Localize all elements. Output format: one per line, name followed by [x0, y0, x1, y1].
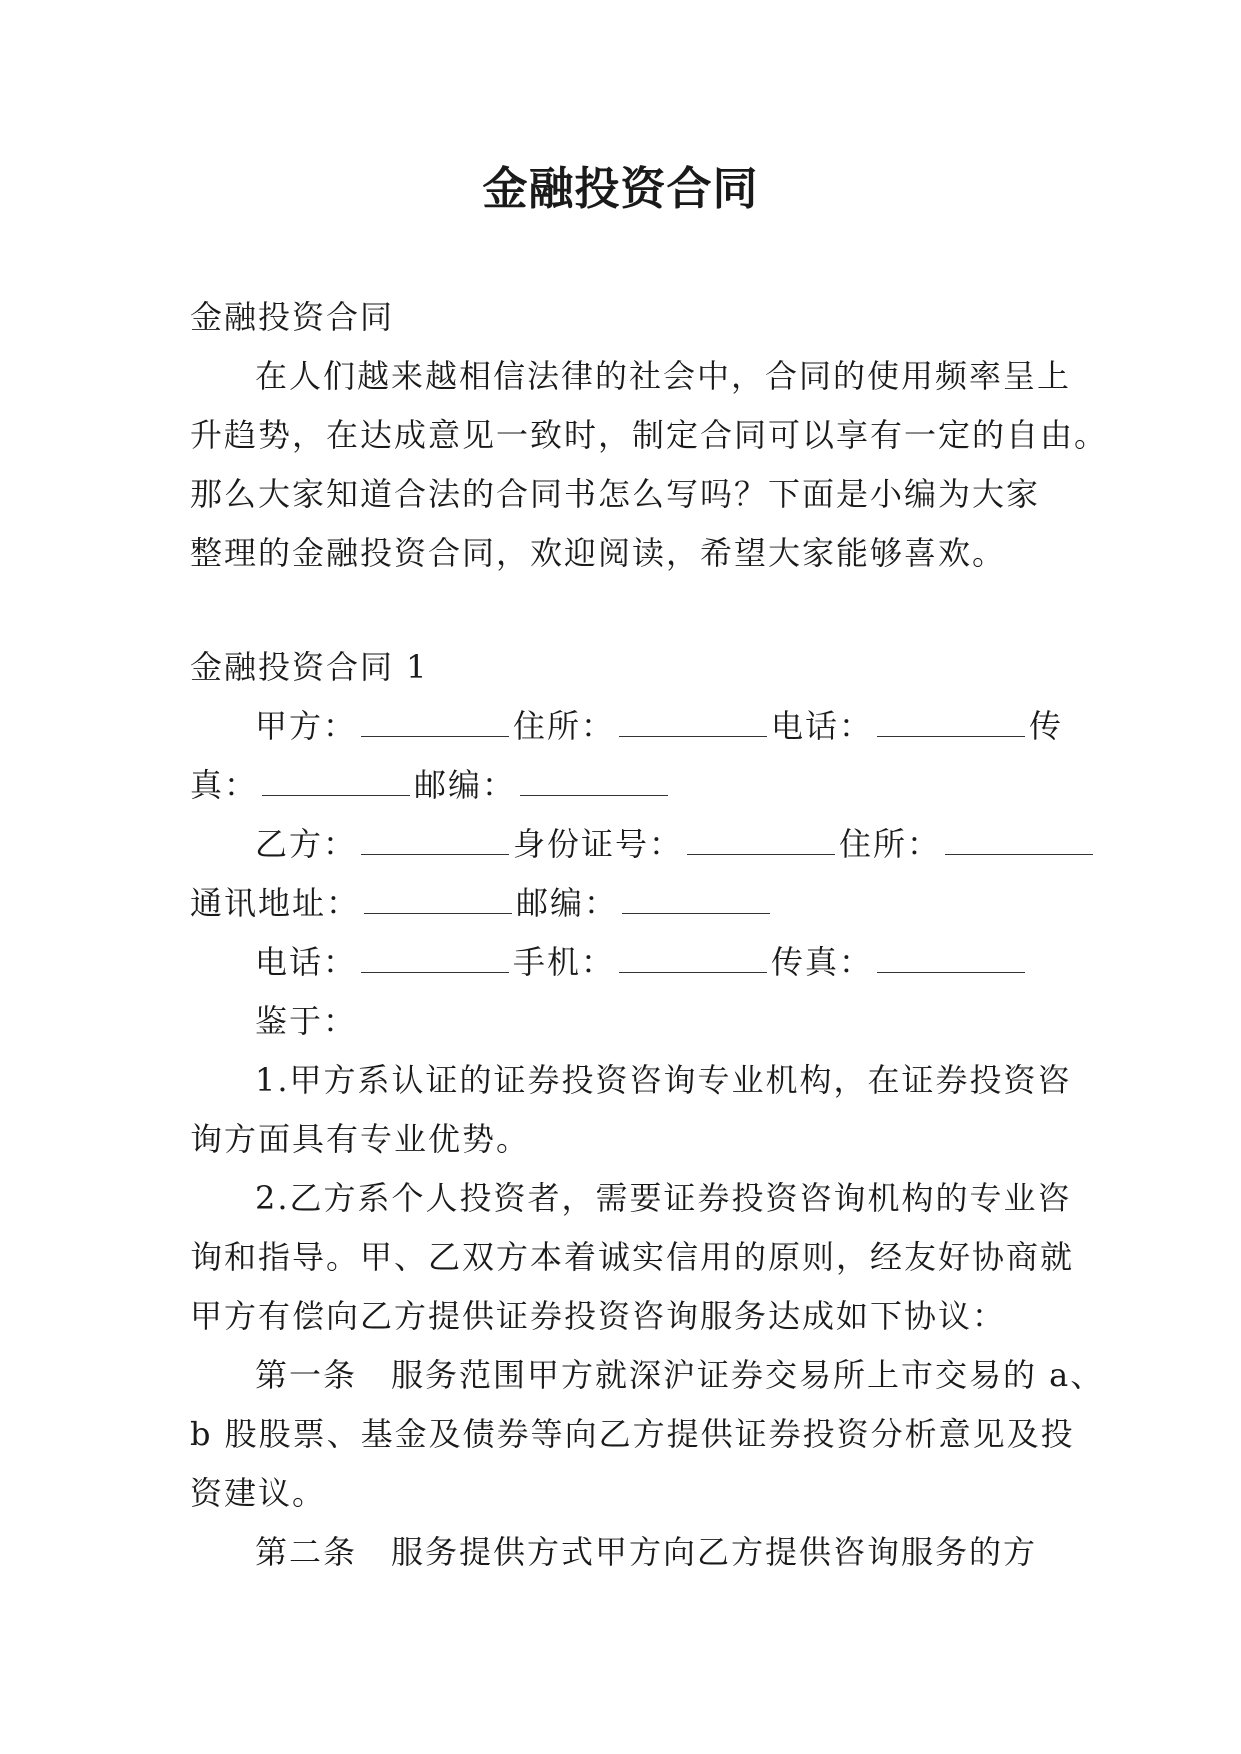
party-a-name-blank — [361, 710, 509, 737]
party-b-line-2 — [190, 874, 1050, 933]
party-a-address-blank — [619, 710, 767, 737]
party-b-label: 乙方： — [255, 825, 358, 863]
intro-line-1: 在人们越来越相信法律的社会中，合同的使用频率呈上 — [255, 357, 1072, 395]
clause1-line-1: 1.甲方系认证的证券投资咨询专业机构，在证券投资咨 — [255, 1061, 1072, 1099]
party-b-line-1 — [190, 815, 1050, 874]
whereas: 鉴于： — [255, 1002, 358, 1040]
party-a-fax-label-part1: 传 — [1029, 707, 1064, 745]
party-b-name-blank — [361, 828, 509, 855]
party-b-id-label: 身份证号： — [513, 825, 684, 863]
article1-line-3: 资建议。 — [190, 1474, 327, 1512]
party-b-phone-blank — [361, 946, 509, 973]
party-b-fax-label: 传真： — [771, 943, 874, 981]
party-a-phone-blank — [877, 710, 1025, 737]
party-a-postcode-label: 邮编： — [414, 766, 517, 804]
party-a-fax-blank — [262, 769, 410, 796]
intro-line-3: 那么大家知道合法的合同书怎么写吗？下面是小编为大家 — [190, 475, 1041, 513]
party-b-mail-label: 通讯地址： — [190, 884, 361, 922]
document-title: 金融投资合同 — [482, 162, 759, 215]
clause2-line-3: 甲方有偿向乙方提供证券投资咨询服务达成如下协议： — [190, 1297, 1007, 1335]
party-b-address-blank — [945, 828, 1093, 855]
party-b-id-blank — [687, 828, 835, 855]
party-b-phone-label: 电话： — [255, 943, 358, 981]
party-b-postcode-label: 邮编： — [516, 884, 619, 922]
party-b-fax-blank — [877, 946, 1025, 973]
party-b-address-label: 住所： — [839, 825, 942, 863]
party-b-line-3 — [190, 933, 1050, 992]
clause2-line-2: 询和指导。甲、乙双方本着诚实信用的原则，经友好协商就 — [190, 1238, 1075, 1276]
party-b-mail-blank — [364, 887, 512, 914]
article1-line-1: 第一条 服务范围甲方就深沪证券交易所上市交易的 a、 — [255, 1356, 1105, 1394]
clause1-line-2: 询方面具有专业优势。 — [190, 1120, 531, 1158]
party-a-address-label: 住所： — [513, 707, 616, 745]
party-b-postcode-blank — [622, 887, 770, 914]
party-a-label: 甲方： — [255, 707, 358, 745]
party-b-mobile-blank — [619, 946, 767, 973]
party-a-line-2 — [190, 756, 1050, 815]
article2-line-1: 第二条 服务提供方式甲方向乙方提供咨询服务的方 — [255, 1533, 1038, 1571]
party-a-postcode-blank — [520, 769, 668, 796]
party-a-fax-label-part2: 真： — [190, 766, 259, 804]
subtitle: 金融投资合同 — [190, 298, 395, 336]
section-title: 金融投资合同 1 — [190, 648, 429, 686]
clause2-line-1: 2.乙方系个人投资者，需要证券投资咨询机构的专业咨 — [255, 1179, 1072, 1217]
article1-line-2: b 股股票、基金及债券等向乙方提供证券投资分析意见及投 — [190, 1415, 1075, 1453]
party-a-phone-label: 电话： — [771, 707, 874, 745]
document-body — [190, 288, 1109, 1582]
intro-line-2: 升趋势，在达成意见一致时，制定合同可以享有一定的自由。 — [190, 416, 1109, 454]
party-b-mobile-label: 手机： — [513, 943, 616, 981]
intro-line-4: 整理的金融投资合同，欢迎阅读，希望大家能够喜欢。 — [190, 534, 1007, 572]
party-a-line-1 — [190, 697, 1064, 756]
